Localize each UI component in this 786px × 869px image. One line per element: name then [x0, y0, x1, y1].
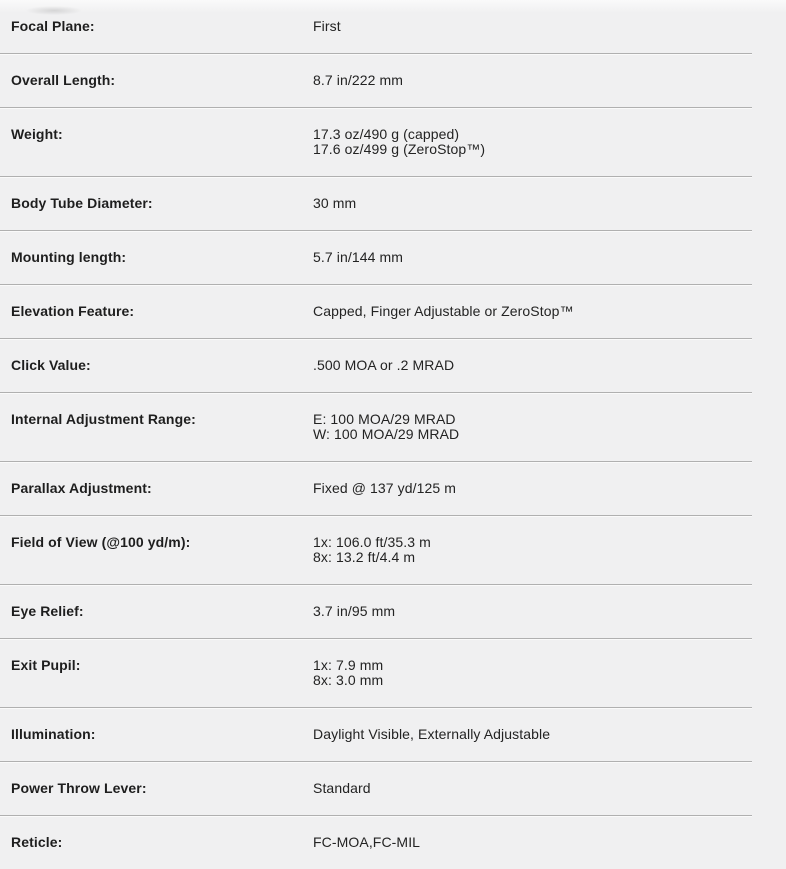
spec-value: [313, 19, 752, 34]
spec-value: [313, 250, 752, 265]
spec-label: Power Throw Lever:: [11, 780, 147, 796]
spec-value-line: Fixed @ 137 yd/125 m: [313, 480, 457, 496]
spec-label: Parallax Adjustment:: [11, 480, 152, 496]
spec-label: Field of View (@100 yd/m):: [11, 534, 191, 550]
spec-value: [313, 781, 752, 796]
spec-label: Eye Relief:: [11, 603, 84, 619]
spec-value: [313, 535, 752, 565]
spec-label: Exit Pupil:: [11, 657, 81, 673]
spec-value-line: E: 100 MOA/29 MRAD: [313, 411, 456, 427]
spec-row: [0, 585, 752, 639]
spec-row: [0, 285, 752, 339]
spec-value: [313, 304, 752, 319]
spec-value-line: 3.7 in/95 mm: [313, 603, 396, 619]
spec-value-line: 1x: 7.9 mm: [313, 657, 384, 673]
spec-value-line: W: 100 MOA/29 MRAD: [313, 426, 460, 442]
spec-label: Illumination:: [11, 726, 96, 742]
spec-value: [313, 73, 752, 88]
spec-value-line: Daylight Visible, Externally Adjustable: [313, 726, 551, 742]
spec-value-line: 5.7 in/144 mm: [313, 249, 404, 265]
spec-value: [313, 727, 752, 742]
spec-label: Elevation Feature:: [11, 303, 135, 319]
spec-label: Internal Adjustment Range:: [11, 411, 196, 427]
spec-label: Mounting length:: [11, 249, 127, 265]
spec-row: [0, 393, 752, 462]
spec-value: [313, 658, 752, 688]
spec-row: [0, 339, 752, 393]
spec-value: [313, 604, 752, 619]
spec-label: Reticle:: [11, 834, 63, 850]
spec-value-line: 17.6 oz/499 g (ZeroStop™): [313, 141, 486, 157]
spec-label: Body Tube Diameter:: [11, 195, 153, 211]
spec-value: [313, 196, 752, 211]
spec-value: [313, 358, 752, 373]
spec-row: [0, 177, 752, 231]
spec-row: [0, 762, 752, 816]
spec-label: Overall Length:: [11, 72, 116, 88]
spec-label: Focal Plane:: [11, 18, 95, 34]
spec-row: [0, 816, 752, 869]
spec-value-line: First: [313, 18, 341, 34]
spec-label: Click Value:: [11, 357, 91, 373]
spec-value-line: 17.3 oz/490 g (capped): [313, 126, 460, 142]
spec-value-line: FC-MOA,FC-MIL: [313, 834, 421, 850]
spec-value-line: Capped, Finger Adjustable or ZeroStop™: [313, 303, 574, 319]
spec-value-line: 8x: 3.0 mm: [313, 672, 384, 688]
spec-value: [313, 481, 752, 496]
spec-value-line: 30 mm: [313, 195, 357, 211]
spec-row: [0, 462, 752, 516]
spec-value-line: .500 MOA or .2 MRAD: [313, 357, 455, 373]
spec-row: [0, 54, 752, 108]
spec-value: [313, 412, 752, 442]
spec-row: [0, 231, 752, 285]
spec-label: Weight:: [11, 126, 63, 142]
spec-row: [0, 0, 752, 54]
spec-value-line: Standard: [313, 780, 371, 796]
spec-value-line: 8x: 13.2 ft/4.4 m: [313, 549, 416, 565]
spec-row: [0, 639, 752, 708]
spec-value-line: 8.7 in/222 mm: [313, 72, 404, 88]
spec-row: [0, 516, 752, 585]
spec-value-line: 1x: 106.0 ft/35.3 m: [313, 534, 431, 550]
spec-value: [313, 127, 752, 157]
spec-row: [0, 708, 752, 762]
spec-row: [0, 108, 752, 177]
